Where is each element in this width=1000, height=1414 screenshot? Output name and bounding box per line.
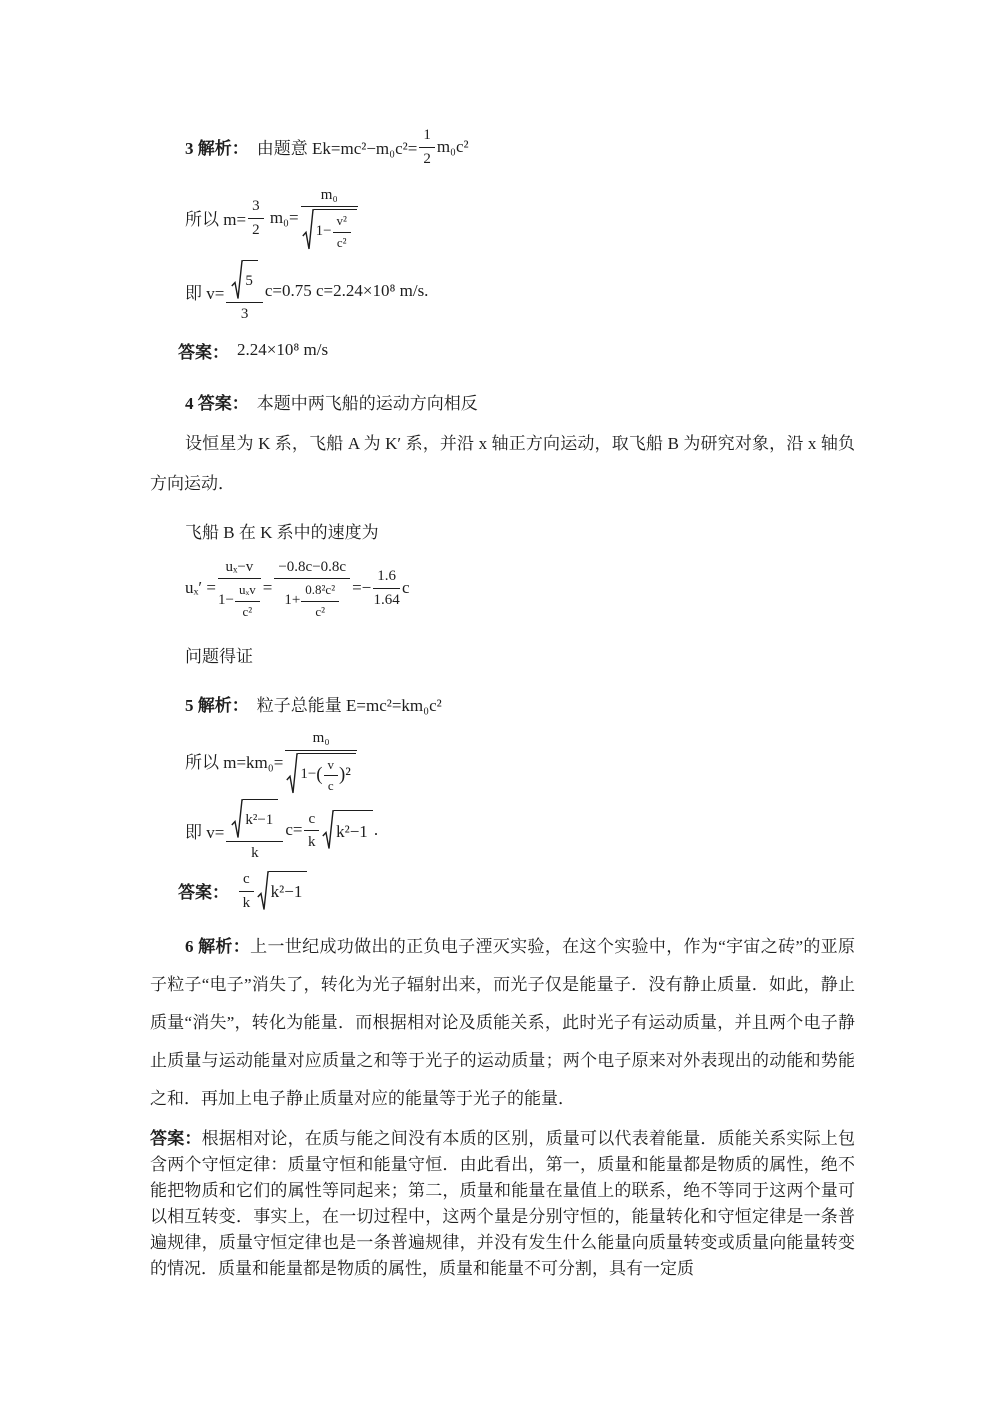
fraction-numerator: uₓv (235, 581, 260, 601)
answer-label: 答案： (150, 1129, 202, 1149)
square-root (286, 753, 356, 795)
fraction-numerator: v² (333, 212, 351, 232)
fraction-denominator: c² (336, 234, 347, 250)
fraction-denominator: k (308, 834, 316, 851)
solution-3-line-3 (185, 259, 855, 324)
solution-5-label: 5 解析： (185, 695, 249, 715)
c-over-k-fraction (304, 809, 319, 853)
fraction-numerator: v (324, 756, 339, 776)
solution-3-line-1 (185, 125, 855, 169)
fraction-denominator (274, 579, 350, 620)
equation-text: c=0.75 c=2.24×10⁸ m/s. (264, 281, 429, 301)
equation-lhs: uₓ′ = (185, 578, 216, 598)
fraction-denominator (285, 751, 357, 795)
square-root (231, 260, 258, 300)
equation-text: 所以 m= (185, 210, 247, 230)
radicand: k²−1 (243, 799, 278, 839)
equation-text: 1− (218, 592, 234, 609)
equation-tail: c (402, 578, 410, 598)
fraction-numerator: c (239, 869, 254, 892)
sqrt5-over-3-fraction (226, 259, 263, 324)
solution-4-speed-intro (185, 518, 855, 543)
equation-text: 1+ (284, 592, 301, 609)
fraction-denominator: 2 (423, 150, 431, 167)
solution-6-label: 6 解析： (185, 937, 251, 957)
fraction-numerator: 3 (248, 196, 264, 219)
c-over-k-fraction (239, 869, 254, 913)
square-root (231, 799, 278, 839)
radicand: k²−1 (269, 871, 308, 911)
solution-5-statement: 粒子总能量 E=mc²=km₀c² (256, 695, 442, 715)
equation-text: 即 v= (185, 822, 225, 842)
radical-sign-icon (286, 753, 298, 795)
equals-sign: = (262, 578, 273, 598)
v-over-c-fraction (324, 756, 339, 795)
qed-text: 问题得证 (185, 646, 253, 666)
solution-4-label: 4 答案： (185, 393, 249, 413)
fraction-numerator: m₀ (301, 185, 358, 208)
solution-3-line-2 (185, 185, 855, 251)
equation-text: 1− (315, 223, 332, 240)
radicand (314, 209, 357, 251)
square-root (322, 810, 373, 850)
radicand (298, 753, 356, 795)
solution-6-body: 上一世纪成功做出的正负电子湮灭实验，在这个实验中，作为“宇宙之砖”的亚原子粒子“电子”消失了，转化为光子辐射出来，而光子仅是能量子．没有静止质量．如此，静止质量“消失”，转化为能量．而根据相对论及质能关系，此时光子有运动质量，并且两个电子静止质量与运动能量对应质量之和等于光子的运动质量；两个电子原来对外表现出的动能和势能之和．再加上电子静止质量对应的能量等于光子的能量． (150, 937, 856, 1109)
solution-5-heading (185, 691, 855, 716)
result-fraction (373, 566, 400, 610)
solution-3-label: 3 解析： (185, 139, 249, 159)
solution-5-velocity-formula (185, 798, 855, 863)
close-paren-squared: )² (339, 764, 351, 786)
v2-over-c2-fraction (333, 212, 351, 251)
fraction-denominator: 3 (240, 305, 249, 322)
radicand: 5 (243, 260, 258, 300)
radical-sign-icon (257, 871, 269, 911)
fraction-numerator: 1.6 (373, 566, 400, 589)
radical-sign-icon (322, 810, 334, 850)
answer-value: 2.24×10⁸ m/s (237, 340, 329, 359)
mass-fraction (285, 728, 357, 794)
velocity-addition-fraction (218, 557, 261, 620)
solution-5-answer (178, 869, 855, 913)
period: . (373, 820, 379, 840)
open-paren: ( (316, 764, 323, 786)
equals-minus-sign: =− (352, 578, 372, 598)
fraction-one-half (419, 125, 435, 169)
solution-6-answer-paragraph (150, 1126, 855, 1282)
fraction-denominator: 1.64 (373, 592, 400, 609)
square-root (302, 209, 357, 251)
fraction-numerator: c (304, 809, 319, 832)
fraction-denominator (218, 579, 261, 620)
fraction-numerator: −0.8c−0.8c (274, 557, 350, 580)
equation-text: c= (285, 820, 303, 840)
fraction-numerator: uₓ−v (218, 557, 261, 580)
fraction-numerator: m₀ (285, 728, 357, 751)
square-root (257, 871, 308, 911)
solution-6-paragraph (150, 928, 855, 1118)
solution-4-body-paragraph: 设恒星为 K 系，飞船 A 为 K′ 系，并沿 x 轴正方向运动，取飞船 B 为研究对象，沿 x 轴负方向运动． (150, 433, 855, 493)
fraction-denominator: c² (315, 603, 326, 619)
answer-label: 答案： (178, 883, 229, 902)
fraction-numerator: 0.8²c² (301, 581, 339, 601)
fraction-numerator: 1 (419, 125, 435, 148)
answer-body: 根据相对论，在质与能之间没有本质的区别，质量可以代表着能量．质能关系实际上包含两个守恒定律：质量守恒和能量守恒．由此看出，第一，质量和能量都是物质的属性，绝不能把物质和它们的属性等同起来；第二，质量和能量在量值上的联系，绝不等同于这两个量可以相互转变．事实上，在一切过程中，这两个量是分别守恒的，能量转化和守恒定律是一条普遍规律，质量守恒定律也是一条普遍规律，并没有发生什么能量向质量转变或质量向能量转变的情况．质量和能量都是物质的属性，质量和能量不可分割，具有一定质 (150, 1129, 856, 1279)
equation-text: 1− (300, 766, 317, 783)
radical-sign-icon (302, 209, 314, 251)
solution-4-qed (185, 642, 855, 667)
solution-5-mass-formula (185, 728, 855, 794)
uxv-over-c2-fraction (235, 581, 260, 620)
fraction-three-halves (248, 196, 264, 240)
radicand: k²−1 (334, 810, 373, 850)
radical-sign-icon (231, 260, 243, 300)
solution-3-answer (178, 338, 855, 363)
fraction-denominator: k (251, 845, 259, 861)
fraction-denominator: c (327, 777, 334, 793)
equation-text: 所以 m=km₀= (185, 753, 284, 773)
answer-label: 答案： (178, 342, 229, 362)
fraction-numerator (226, 798, 283, 842)
fraction-denominator (301, 207, 358, 251)
solution-4-velocity-formula (185, 557, 855, 620)
equation-text: 由题意 Ek=mc²−m₀c²= (256, 139, 418, 159)
numeric-substitution-fraction (274, 557, 350, 620)
fraction-denominator: c² (242, 603, 253, 619)
radical-sign-icon (231, 799, 243, 839)
numeric-sub-fraction (301, 581, 339, 620)
fraction-denominator: k (242, 894, 251, 911)
equation-text: 飞船 B 在 K 系中的速度为 (185, 522, 379, 542)
equation-text: m₀c² (436, 136, 469, 156)
sqrt-k2-minus-1-over-k-fraction (226, 798, 283, 863)
mass-fraction (301, 185, 358, 251)
solution-4-heading (185, 389, 855, 414)
fraction-numerator (226, 259, 263, 303)
fraction-denominator: 2 (252, 221, 260, 238)
equation-text: m₀= (265, 207, 299, 227)
equation-text: 即 v= (185, 283, 225, 303)
solution-4-statement: 本题中两飞船的运动方向相反 (256, 393, 478, 413)
